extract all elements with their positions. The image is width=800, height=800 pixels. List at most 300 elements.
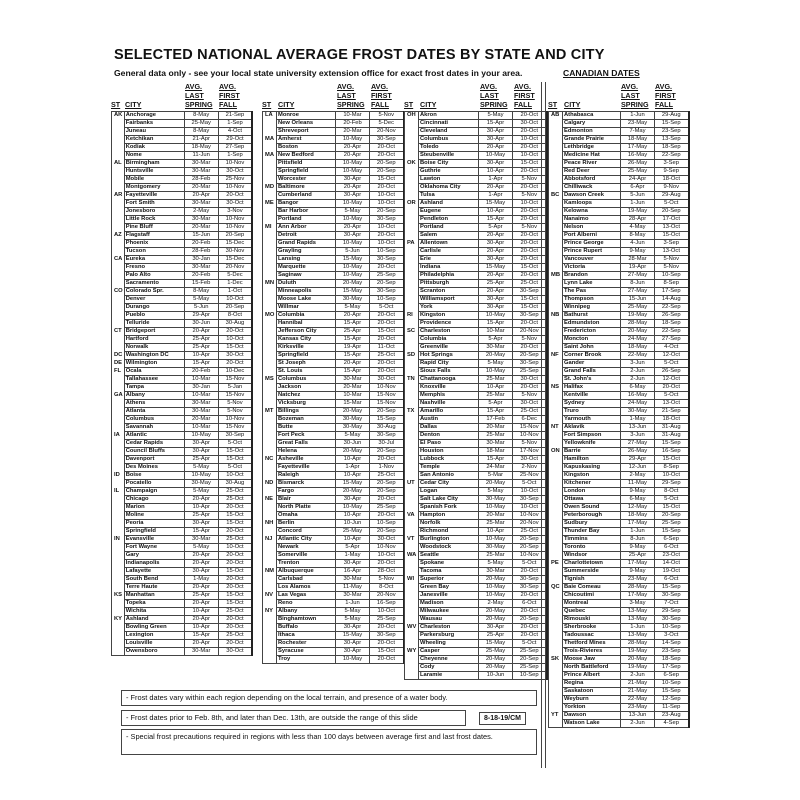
avg-first-fall: 20-Oct bbox=[218, 328, 252, 336]
table-row bbox=[263, 408, 404, 416]
state-code bbox=[263, 368, 277, 376]
state-code bbox=[263, 264, 277, 272]
city-name: Trois-Rivieres bbox=[563, 648, 621, 656]
table-row bbox=[549, 632, 689, 640]
avg-first-fall: 10-Oct bbox=[370, 224, 404, 232]
header-line: FALL bbox=[219, 100, 237, 109]
avg-first-fall: 20-Oct bbox=[370, 144, 404, 152]
avg-first-fall: 30-Jul bbox=[370, 440, 404, 448]
avg-first-fall: 20-Nov bbox=[370, 128, 404, 136]
avg-last-spring: 28-Apr bbox=[621, 216, 655, 224]
state-code: KY bbox=[112, 616, 125, 624]
avg-first-fall: 5-Oct bbox=[513, 560, 547, 568]
city-name: Kitchener bbox=[563, 480, 621, 488]
avg-first-fall: 30-Oct bbox=[370, 376, 404, 384]
table-row bbox=[263, 608, 404, 616]
table-row bbox=[112, 184, 253, 192]
header-line: SPRING bbox=[621, 100, 649, 109]
state-code bbox=[549, 600, 563, 608]
state-code bbox=[405, 288, 419, 296]
city-name: Thompson bbox=[563, 296, 621, 304]
avg-first-fall: 10-Oct bbox=[513, 152, 547, 160]
state-code: NV bbox=[263, 592, 277, 600]
city-name: Colorado Spr. bbox=[124, 288, 184, 296]
state-code: WY bbox=[405, 648, 419, 656]
header-st: ST bbox=[262, 100, 272, 109]
state-code: DE bbox=[112, 360, 125, 368]
header-city: CITY bbox=[125, 100, 142, 109]
avg-last-spring: 5-May bbox=[479, 112, 513, 120]
city-name: Pittsfield bbox=[277, 160, 336, 168]
avg-first-fall: 20-Oct bbox=[370, 312, 404, 320]
avg-last-spring: 5-Jun bbox=[184, 304, 218, 312]
table-row bbox=[263, 120, 404, 128]
city-name: Nome bbox=[124, 152, 184, 160]
avg-first-fall: 18-Oct bbox=[655, 416, 689, 424]
city-name: Prince George bbox=[563, 240, 621, 248]
avg-first-fall: 23-Oct bbox=[655, 552, 689, 560]
state-code: MT bbox=[263, 408, 277, 416]
table-row bbox=[549, 584, 689, 592]
avg-last-spring: 19-May bbox=[621, 312, 655, 320]
table-row bbox=[405, 552, 547, 560]
avg-first-fall: 20-Oct bbox=[513, 272, 547, 280]
avg-last-spring: 1-Apr bbox=[336, 464, 370, 472]
page-subtitle: General data only - see your local state university extension office for exact frost dates in your area. bbox=[114, 68, 523, 78]
table-row bbox=[549, 184, 689, 192]
avg-first-fall: 10-Oct bbox=[370, 608, 404, 616]
state-code: KS bbox=[112, 592, 125, 600]
state-code bbox=[549, 720, 563, 728]
city-name: Evansville bbox=[124, 536, 184, 544]
avg-first-fall: 30-Sep bbox=[513, 288, 547, 296]
state-code: GA bbox=[112, 392, 125, 400]
avg-first-fall: 18-Oct bbox=[655, 176, 689, 184]
city-name: Owen Sound bbox=[563, 504, 621, 512]
table-row bbox=[112, 408, 253, 416]
city-name: Cumberland bbox=[277, 192, 336, 200]
city-name: Raleigh bbox=[277, 472, 336, 480]
header-line: AVG. bbox=[219, 82, 237, 91]
avg-first-fall: 5-Oct bbox=[655, 200, 689, 208]
table-row bbox=[405, 464, 547, 472]
avg-last-spring: 25-Apr bbox=[184, 512, 218, 520]
state-code: LA bbox=[263, 112, 277, 120]
state-code bbox=[112, 424, 125, 432]
avg-first-fall: 15-Oct bbox=[513, 264, 547, 272]
table-row bbox=[549, 496, 689, 504]
table-row bbox=[405, 448, 547, 456]
avg-last-spring: 27-May bbox=[621, 440, 655, 448]
state-code bbox=[112, 136, 125, 144]
city-name: Chilliwack bbox=[563, 184, 621, 192]
avg-last-spring: 10-May bbox=[184, 472, 218, 480]
avg-first-fall: 15-Oct bbox=[513, 304, 547, 312]
avg-last-spring: 2-May bbox=[479, 600, 513, 608]
avg-first-fall: 16-Sep bbox=[655, 448, 689, 456]
avg-last-spring: 10-May bbox=[479, 152, 513, 160]
avg-last-spring: 25-Mar bbox=[479, 392, 513, 400]
avg-last-spring: 23-May bbox=[621, 704, 655, 712]
avg-first-fall: 15-Oct bbox=[370, 176, 404, 184]
table-row bbox=[112, 488, 253, 496]
table-row bbox=[549, 656, 689, 664]
table-row bbox=[112, 160, 253, 168]
city-name: Saginaw bbox=[277, 272, 336, 280]
avg-last-spring: 10-Mar bbox=[184, 376, 218, 384]
avg-last-spring: 15-May bbox=[479, 200, 513, 208]
table-row bbox=[112, 200, 253, 208]
state-code: IL bbox=[112, 488, 125, 496]
city-name: Port Alberni bbox=[563, 232, 621, 240]
city-name: Wichita bbox=[124, 608, 184, 616]
avg-first-fall: 5-Jan bbox=[218, 384, 252, 392]
state-code bbox=[549, 336, 563, 344]
state-code bbox=[263, 288, 277, 296]
state-code: TN bbox=[405, 376, 419, 384]
avg-last-spring: 16-Apr bbox=[336, 568, 370, 576]
avg-last-spring: 10-May bbox=[479, 504, 513, 512]
city-name: Toronto bbox=[563, 544, 621, 552]
avg-last-spring: 25-Mar bbox=[479, 376, 513, 384]
state-code bbox=[405, 520, 419, 528]
avg-first-fall: 10-Sep bbox=[370, 520, 404, 528]
table-row bbox=[263, 200, 404, 208]
city-name: Aklavik bbox=[563, 424, 621, 432]
avg-first-fall: 20-Nov bbox=[218, 264, 252, 272]
avg-first-fall: 10-Nov bbox=[218, 160, 252, 168]
state-code bbox=[549, 464, 563, 472]
avg-last-spring: 30-Mar bbox=[336, 576, 370, 584]
avg-last-spring: 10-May bbox=[336, 504, 370, 512]
table-row bbox=[263, 248, 404, 256]
avg-first-fall: 30-Oct bbox=[513, 400, 547, 408]
state-code bbox=[263, 624, 277, 632]
avg-first-fall: 8-Sep bbox=[655, 280, 689, 288]
state-code bbox=[112, 344, 125, 352]
note-precautions: - Special frost precautions required in regions with less than 100 days between average first and last frost dates. bbox=[121, 729, 537, 755]
city-name: Fayetteville bbox=[124, 192, 184, 200]
avg-first-fall: 20-Oct bbox=[218, 552, 252, 560]
header-line: FALL bbox=[371, 100, 389, 109]
avg-last-spring: 30-Apr bbox=[184, 520, 218, 528]
avg-last-spring: 17-May bbox=[621, 560, 655, 568]
city-name: Parkersburg bbox=[419, 632, 479, 640]
avg-last-spring: 25-Apr bbox=[184, 592, 218, 600]
avg-last-spring: 25-May bbox=[621, 304, 655, 312]
state-code bbox=[549, 264, 563, 272]
avg-first-fall: 30-Oct bbox=[218, 200, 252, 208]
document-code: 8-18-19/CM bbox=[479, 712, 526, 725]
table-row bbox=[112, 232, 253, 240]
table-row bbox=[549, 288, 689, 296]
city-name: Pocatello bbox=[124, 480, 184, 488]
avg-first-fall: 20-Oct bbox=[513, 248, 547, 256]
table-row bbox=[405, 248, 547, 256]
state-code: MN bbox=[263, 280, 277, 288]
city-name: Logan bbox=[419, 488, 479, 496]
state-code: NC bbox=[263, 456, 277, 464]
avg-last-spring: 5-May bbox=[479, 488, 513, 496]
table-row bbox=[112, 392, 253, 400]
city-name: Brandon bbox=[563, 272, 621, 280]
city-name: Pine Bluff bbox=[124, 224, 184, 232]
city-name: Seattle bbox=[419, 552, 479, 560]
state-code bbox=[549, 136, 563, 144]
avg-last-spring: 25-Mar bbox=[479, 432, 513, 440]
avg-last-spring: 2-Jun bbox=[621, 720, 655, 728]
state-code bbox=[263, 488, 277, 496]
state-code bbox=[405, 640, 419, 648]
city-name: Victoria bbox=[563, 264, 621, 272]
avg-last-spring: 30-May bbox=[479, 544, 513, 552]
table-row bbox=[112, 328, 253, 336]
avg-last-spring: 16-May bbox=[621, 152, 655, 160]
table-row bbox=[549, 464, 689, 472]
avg-first-fall: 18-Sep bbox=[655, 144, 689, 152]
avg-first-fall: 20-Oct bbox=[370, 360, 404, 368]
avg-first-fall: 25-Oct bbox=[218, 632, 252, 640]
state-code bbox=[405, 120, 419, 128]
avg-last-spring: 20-May bbox=[621, 328, 655, 336]
table-row bbox=[112, 640, 253, 648]
state-code bbox=[405, 600, 419, 608]
avg-last-spring: 20-Apr bbox=[479, 288, 513, 296]
avg-first-fall: 5-Oct bbox=[218, 464, 252, 472]
state-code bbox=[405, 232, 419, 240]
canadian-dates-link[interactable]: CANADIAN DATES bbox=[563, 68, 640, 78]
state-code: AR bbox=[112, 192, 125, 200]
avg-last-spring: 10-Apr bbox=[336, 536, 370, 544]
table-row bbox=[112, 176, 253, 184]
state-code bbox=[263, 248, 277, 256]
avg-last-spring: 13-Jun bbox=[621, 424, 655, 432]
table-row bbox=[549, 144, 689, 152]
table-row bbox=[405, 296, 547, 304]
city-name: Bangor bbox=[277, 200, 336, 208]
state-code: PA bbox=[405, 240, 419, 248]
city-name: Birmingham bbox=[124, 160, 184, 168]
table-row bbox=[263, 336, 404, 344]
header-avg-last bbox=[337, 82, 365, 109]
avg-first-fall: 20-Oct bbox=[370, 320, 404, 328]
city-name: The Pas bbox=[563, 288, 621, 296]
state-code bbox=[112, 304, 125, 312]
avg-last-spring: 10-Apr bbox=[479, 384, 513, 392]
city-name: Hampton bbox=[419, 512, 479, 520]
table-row bbox=[405, 520, 547, 528]
table-row bbox=[405, 432, 547, 440]
avg-first-fall: 15-Nov bbox=[370, 400, 404, 408]
city-name: Ashland bbox=[419, 200, 479, 208]
state-code bbox=[263, 216, 277, 224]
state-code bbox=[263, 176, 277, 184]
city-name: Montgomery bbox=[124, 184, 184, 192]
city-name: Thunder Bay bbox=[563, 528, 621, 536]
state-code bbox=[549, 688, 563, 696]
table-row bbox=[112, 272, 253, 280]
avg-last-spring: 10-May bbox=[479, 584, 513, 592]
avg-first-fall: 20-Oct bbox=[370, 264, 404, 272]
city-name: Baltimore bbox=[277, 184, 336, 192]
state-code bbox=[549, 288, 563, 296]
city-name: Butte bbox=[277, 424, 336, 432]
avg-last-spring: 30-Mar bbox=[184, 200, 218, 208]
avg-first-fall: 20-Oct bbox=[513, 216, 547, 224]
avg-last-spring: 30-Apr bbox=[336, 560, 370, 568]
avg-last-spring: 5-Apr bbox=[479, 336, 513, 344]
table-row bbox=[405, 528, 547, 536]
state-code bbox=[112, 632, 125, 640]
city-name: Akron bbox=[419, 112, 479, 120]
table-row bbox=[263, 576, 404, 584]
header-line: FIRST bbox=[219, 91, 240, 100]
city-name: Lethbridge bbox=[563, 144, 621, 152]
city-name: Guthrie bbox=[419, 168, 479, 176]
avg-first-fall: 20-Oct bbox=[513, 168, 547, 176]
table-row bbox=[263, 224, 404, 232]
table-row bbox=[263, 568, 404, 576]
avg-first-fall: 20-Oct bbox=[218, 504, 252, 512]
state-code: MD bbox=[263, 184, 277, 192]
city-name: Carlisle bbox=[419, 248, 479, 256]
header-line: AVG. bbox=[621, 82, 639, 91]
city-name: Binghamtown bbox=[277, 616, 336, 624]
avg-last-spring: 20-May bbox=[479, 480, 513, 488]
state-code bbox=[405, 608, 419, 616]
avg-first-fall: 26-Sep bbox=[655, 312, 689, 320]
avg-first-fall: 10-Oct bbox=[370, 200, 404, 208]
table-row bbox=[549, 592, 689, 600]
avg-first-fall: 20-Oct bbox=[513, 344, 547, 352]
city-name: Memphis bbox=[419, 392, 479, 400]
avg-first-fall: 18-Sep bbox=[655, 320, 689, 328]
state-code bbox=[405, 152, 419, 160]
city-name: Albuquerque bbox=[277, 568, 336, 576]
avg-first-fall: 20-Oct bbox=[218, 640, 252, 648]
city-name: Wausau bbox=[419, 616, 479, 624]
table-row bbox=[549, 448, 689, 456]
avg-first-fall: 17-Sep bbox=[655, 288, 689, 296]
state-code: IA bbox=[112, 432, 125, 440]
state-code bbox=[549, 208, 563, 216]
table-row bbox=[263, 256, 404, 264]
avg-first-fall: 10-Oct bbox=[513, 200, 547, 208]
table-row bbox=[112, 504, 253, 512]
avg-first-fall: 1-Nov bbox=[370, 464, 404, 472]
avg-last-spring: 5-May bbox=[479, 360, 513, 368]
city-name: Duluth bbox=[277, 280, 336, 288]
state-code bbox=[112, 576, 125, 584]
avg-last-spring: 9-May bbox=[621, 568, 655, 576]
city-name: Ithaca bbox=[277, 632, 336, 640]
avg-last-spring: 15-Apr bbox=[336, 352, 370, 360]
table-row bbox=[112, 584, 253, 592]
city-name: Truro bbox=[563, 408, 621, 416]
state-code bbox=[112, 560, 125, 568]
city-name: Bathurst bbox=[563, 312, 621, 320]
city-name: Timmins bbox=[563, 536, 621, 544]
city-name: Casper bbox=[419, 648, 479, 656]
state-code bbox=[112, 224, 125, 232]
city-name: Charlottetown bbox=[563, 560, 621, 568]
avg-first-fall: 5-Nov bbox=[513, 192, 547, 200]
avg-first-fall: 14-Oct bbox=[655, 560, 689, 568]
table-row bbox=[112, 368, 253, 376]
city-name: Halifax bbox=[563, 384, 621, 392]
avg-first-fall: 18-Sep bbox=[655, 656, 689, 664]
state-code bbox=[263, 120, 277, 128]
city-name: Knoxville bbox=[419, 384, 479, 392]
city-name: Newark bbox=[277, 544, 336, 552]
state-code bbox=[405, 432, 419, 440]
table-row bbox=[405, 232, 547, 240]
avg-first-fall: 12-Sep bbox=[655, 696, 689, 704]
state-code bbox=[263, 576, 277, 584]
table-row bbox=[405, 656, 547, 664]
avg-last-spring: 30-Apr bbox=[336, 176, 370, 184]
avg-first-fall: 6-Oct bbox=[513, 600, 547, 608]
table-row bbox=[549, 640, 689, 648]
city-name: El Paso bbox=[419, 440, 479, 448]
state-code bbox=[405, 280, 419, 288]
city-name: Athens bbox=[124, 400, 184, 408]
table-row bbox=[263, 584, 404, 592]
avg-first-fall: 30-Oct bbox=[218, 352, 252, 360]
state-code bbox=[549, 152, 563, 160]
city-name: Red Deer bbox=[563, 168, 621, 176]
state-code bbox=[263, 552, 277, 560]
table-row bbox=[405, 280, 547, 288]
city-name: Nashville bbox=[419, 400, 479, 408]
avg-first-fall: 15-Oct bbox=[218, 592, 252, 600]
table-row bbox=[263, 328, 404, 336]
table-row bbox=[405, 392, 547, 400]
avg-first-fall: 10-Oct bbox=[655, 472, 689, 480]
city-name: Oklahoma City bbox=[419, 184, 479, 192]
state-code bbox=[263, 272, 277, 280]
state-code bbox=[112, 312, 125, 320]
table-row bbox=[263, 176, 404, 184]
table-row bbox=[263, 192, 404, 200]
table-row bbox=[263, 232, 404, 240]
city-name: Kingston bbox=[419, 312, 479, 320]
city-name: Columbus bbox=[419, 136, 479, 144]
avg-last-spring: 30-May bbox=[621, 408, 655, 416]
avg-first-fall: 1-Sep bbox=[218, 120, 252, 128]
table-row bbox=[112, 600, 253, 608]
state-code bbox=[112, 272, 125, 280]
avg-last-spring: 25-May bbox=[621, 168, 655, 176]
table-row bbox=[405, 504, 547, 512]
table-row bbox=[112, 248, 253, 256]
table-row bbox=[405, 376, 547, 384]
city-name: St Joseph bbox=[277, 360, 336, 368]
city-name: Amherst bbox=[277, 136, 336, 144]
avg-first-fall: 1-Sep bbox=[218, 152, 252, 160]
avg-first-fall: 20-Oct bbox=[370, 232, 404, 240]
state-code bbox=[549, 616, 563, 624]
avg-first-fall: 20-Oct bbox=[513, 592, 547, 600]
avg-first-fall: 10-Nov bbox=[218, 216, 252, 224]
avg-last-spring: 2-Jun bbox=[621, 672, 655, 680]
table-row bbox=[405, 440, 547, 448]
avg-first-fall: 8-Sep bbox=[655, 464, 689, 472]
state-code: UT bbox=[405, 480, 419, 488]
avg-first-fall: 20-Oct bbox=[513, 184, 547, 192]
city-name: Atlantic bbox=[124, 432, 184, 440]
table-row bbox=[405, 272, 547, 280]
